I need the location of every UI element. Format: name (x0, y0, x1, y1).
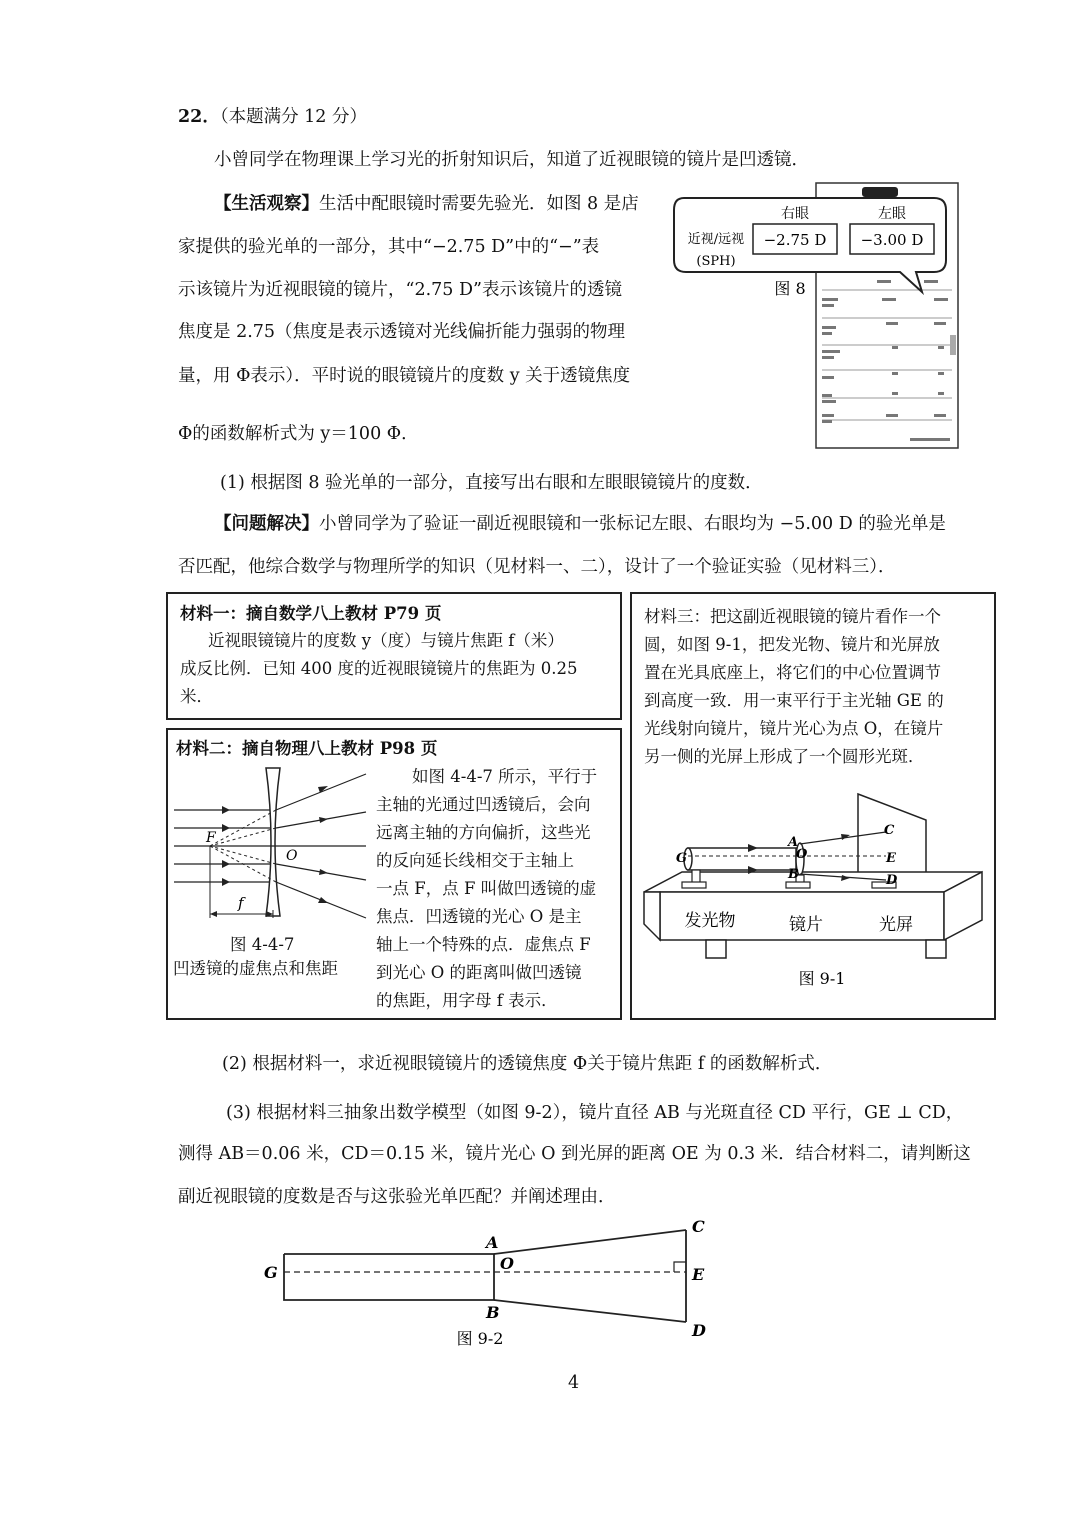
material-2-line-7: 到光心 O 的距离叫做凹透镜 (376, 963, 582, 982)
material-3-line-3: 到高度一致．用一束平行于主光轴 GE 的 (644, 691, 944, 710)
fig92-caption: 图 9-2 (456, 1329, 504, 1348)
material-2-line-4: 一点 F，点 F 叫做凹透镜的虚 (376, 879, 597, 898)
material-2-line-2: 远离主轴的方向偏折，这些光 (376, 823, 591, 842)
problem-label: 【问题解决】 (214, 514, 319, 534)
material-3-line-0: 材料三：把这副近视眼镜的镜片看作一个 (644, 607, 941, 626)
material-2-title: 材料二：摘自物理八上教材 P98 页 (176, 739, 438, 758)
material-2-line-1: 主轴的光通过凹透镜后，会向 (376, 795, 591, 814)
fig92-label-E: E (692, 1265, 705, 1284)
question-number: 22． (178, 107, 220, 127)
fig447-label-F: F (206, 830, 216, 846)
fig91-label-light: 发光物 (684, 911, 736, 931)
material-2-line-3: 的反向延长线相交于主轴上 (376, 851, 574, 870)
q1: (1) 根据图 8 验光单的一部分，直接写出右眼和左眼眼镜镜片的度数． (220, 473, 763, 493)
problem-line-1: 否匹配，他综合数学与物理所学的知识（见材料一、二），设计了一个验证实验（见材料三）． (178, 557, 896, 577)
material-2-line-5: 焦点．凹透镜的光心 O 是主 (376, 907, 582, 926)
fig8-col-left: 左眼 (878, 206, 906, 222)
figure-8-graphic (672, 180, 962, 450)
fig91-label-A: A (788, 835, 799, 850)
fig447-label-f: f (238, 894, 244, 912)
material-1-line-0: 近视眼镜镜片的度数 y（度）与镜片焦距 f（米） (208, 631, 564, 650)
fig8-row-label-1: 近视/远视 (687, 232, 745, 247)
fig92-label-G: G (264, 1263, 278, 1282)
optical-bench-diagram (636, 784, 990, 1016)
material-3-line-5: 另一侧的光屏上形成了一个圆形光斑． (644, 747, 925, 766)
q2: (2) 根据材料一，求近视眼镜镜片的透镜焦度 Φ关于镜片焦距 f 的函数解析式． (222, 1054, 833, 1074)
q3-line-2: 副近视眼镜的度数是否与这张验光单匹配？并阐述理由． (178, 1187, 616, 1207)
fig8-right-value: −2.75 D (763, 231, 827, 249)
material-3-line-2: 置在光具底座上，将它们的中心位置调节 (644, 663, 941, 682)
material-3-line-1: 圆，如图 9-1，把发光物、镜片和光屏放 (644, 635, 940, 654)
material-1-title: 材料一：摘自数学八上教材 P79 页 (180, 604, 442, 623)
question-header (178, 106, 367, 128)
fig92-label-D: D (692, 1321, 706, 1340)
fig447-caption-1: 图 4-4-7 (230, 935, 295, 954)
fig91-label-screen: 光屏 (879, 915, 913, 935)
figure-9-2 (250, 1212, 730, 1362)
material-2-line-6: 轴上一个特殊的点．虚焦点 F (376, 935, 591, 954)
fig92-label-A: A (486, 1233, 499, 1252)
fig91-label-O: O (796, 847, 808, 862)
figure-9-1 (636, 784, 990, 1016)
fig91-label-E: E (886, 851, 896, 866)
material-1-line-1: 成反比例．已知 400 度的近视眼镜镜片的焦距为 0.25 (180, 659, 578, 678)
question-score: （本题满分 12 分） (219, 107, 368, 127)
life-line-5: Φ的函数解析式为 y＝100 Φ． (178, 424, 419, 444)
fig91-caption: 图 9-1 (798, 969, 846, 988)
material-2-line-8: 的焦距，用字母 f 表示． (376, 991, 558, 1010)
problem-line-0: 【问题解决】小曾同学为了验证一副近视眼镜和一张标记左眼、右眼均为 −5.00 D 的验光单是 (214, 514, 946, 534)
fig447-caption-2: 凹透镜的虚焦点和焦距 (173, 959, 338, 978)
fig92-label-B: B (486, 1303, 500, 1322)
fig91-label-G: G (676, 851, 688, 866)
figure-4-4-7 (170, 760, 370, 940)
fig91-label-B: B (788, 867, 799, 882)
math-model-diagram (250, 1212, 730, 1362)
q3-line-0: (3) 根据材料三抽象出数学模型（如图 9-2），镜片直径 AB 与光斑直径 CD 平行，GE ⊥ CD， (226, 1103, 964, 1123)
life-label: 【生活观察】 (214, 194, 319, 214)
fig91-label-lens: 镜片 (789, 915, 823, 935)
life-line-4: 量，用 Φ表示）．平时说的眼镜镜片的度数 y 关于透镜焦度 (178, 366, 631, 386)
fig8-left-value: −3.00 D (860, 231, 924, 249)
fig91-label-C: C (884, 823, 895, 838)
material-2-line-0: 如图 4-4-7 所示，平行于 (412, 767, 598, 786)
material-1-line-2: 米． (180, 687, 213, 706)
fig8-row-label-2: (SPH) (696, 254, 736, 269)
life-line-0: 【生活观察】生活中配眼镜时需要先验光．如图 8 是店 (214, 194, 639, 214)
fig447-label-O: O (286, 848, 298, 864)
life-line-1: 家提供的验光单的一部分，其中“−2.75 D”中的“−”表 (178, 237, 600, 257)
fig92-label-C: C (692, 1217, 705, 1236)
concave-lens-diagram (170, 760, 370, 940)
question-intro: 小曾同学在物理课上学习光的折射知识后，知道了近视眼镜的镜片是凹透镜． (214, 150, 809, 170)
material-3-line-4: 光线射向镜片，镜片光心为点 O，在镜片 (644, 719, 944, 738)
page-number: 4 (568, 1373, 580, 1393)
life-line-2: 示该镜片为近视眼镜的镜片，“2.75 D”表示该镜片的透镜 (178, 280, 622, 300)
fig8-caption: 图 8 (774, 279, 806, 298)
fig92-label-O: O (500, 1254, 514, 1273)
q3-line-1: 测得 AB＝0.06 米，CD＝0.15 米，镜片光心 O 到光屏的距离 OE 为 0.3 米．结合材料二，请判断这 (178, 1144, 971, 1164)
life-line-3: 焦度是 2.75（焦度是表示透镜对光线偏折能力强弱的物理 (178, 322, 626, 342)
fig91-label-D: D (886, 873, 898, 888)
figure-8 (672, 180, 962, 450)
fig8-col-right: 右眼 (781, 206, 809, 222)
